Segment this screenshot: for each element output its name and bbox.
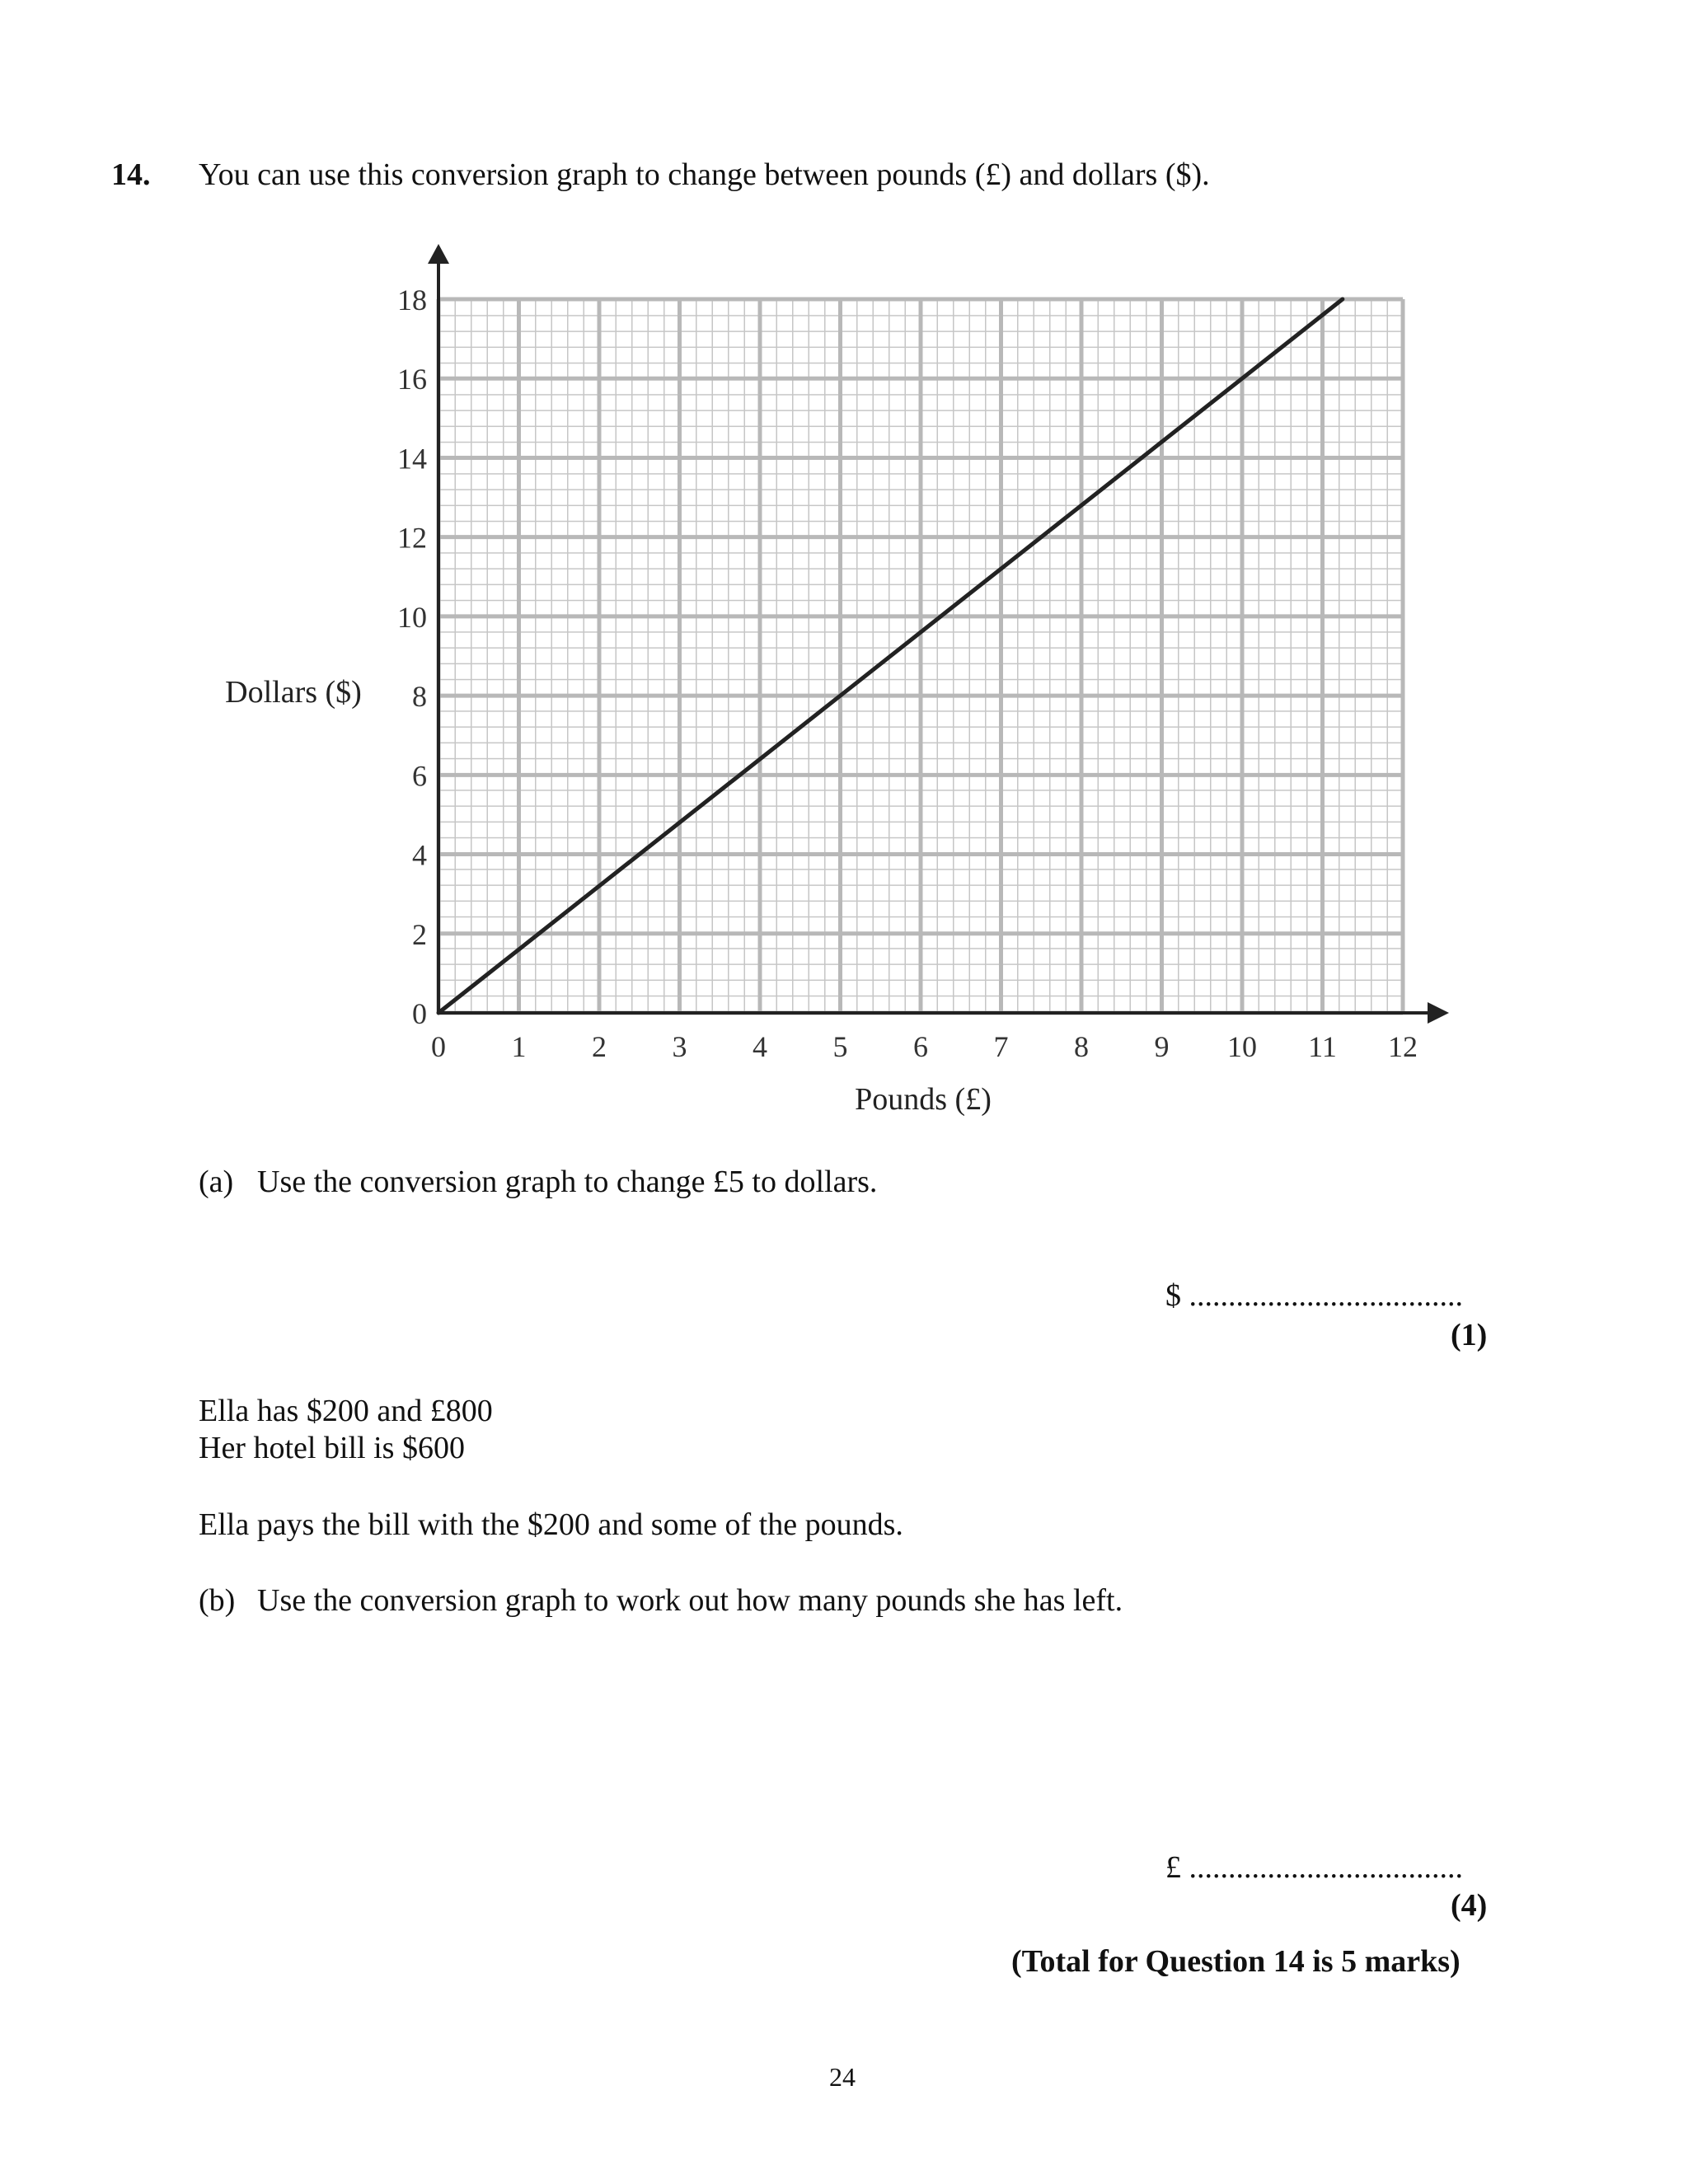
question-intro: You can use this conversion graph to change between pounds (£) and dollars ($). (199, 157, 1210, 192)
question-number: 14. (111, 157, 151, 192)
y-tick-label: 2 (412, 917, 427, 951)
y-tick-label: 10 (397, 600, 427, 634)
x-tick-label: 3 (672, 1030, 687, 1063)
x-axis-arrow (1428, 1002, 1449, 1024)
page-number: 24 (829, 2062, 856, 2092)
x-tick-label: 12 (1388, 1030, 1418, 1063)
info-line-3: Ella pays the bill with the $200 and some of the pounds. (199, 1507, 903, 1542)
answer-currency-dollar: $ (1165, 1278, 1181, 1313)
answer-dots: ................................... (1189, 1850, 1463, 1885)
x-tick-label: 8 (1074, 1030, 1089, 1063)
y-tick-label: 6 (412, 759, 427, 793)
part-b-answer-line[interactable] (1165, 1849, 1463, 1886)
y-tick-label: 8 (412, 680, 427, 714)
part-a-answer-line[interactable] (1165, 1277, 1463, 1314)
part-a-text: Use the conversion graph to change £5 to dollars. (257, 1165, 878, 1199)
answer-dots: ................................... (1189, 1278, 1463, 1313)
y-tick-label: 18 (397, 284, 427, 316)
y-tick-label: 4 (412, 838, 427, 872)
part-b-marks: (4) (1451, 1888, 1488, 1923)
x-axis-label: Pounds (£) (855, 1082, 992, 1117)
x-tick-label: 7 (993, 1030, 1009, 1063)
y-axis-arrow (428, 244, 449, 264)
answer-currency-pound: £ (1165, 1850, 1181, 1885)
x-tick-label: 9 (1154, 1030, 1170, 1063)
part-a-label: (a) (199, 1165, 234, 1199)
y-axis-label: Dollars ($) (225, 675, 362, 710)
info-line-1: Ella has $200 and £800 (199, 1394, 493, 1428)
y-tick-label: 0 (412, 997, 427, 1030)
x-tick-label: 11 (1308, 1030, 1337, 1063)
part-a-marks: (1) (1451, 1318, 1488, 1352)
y-tick-label: 14 (397, 442, 427, 476)
x-tick-label: 10 (1227, 1030, 1257, 1063)
y-tick-label: 12 (397, 521, 427, 555)
chart-grid (438, 299, 1403, 1013)
part-b-text: Use the conversion graph to work out how many pounds she has left. (257, 1583, 1123, 1618)
x-tick-label: 2 (592, 1030, 607, 1063)
x-tick-label: 1 (511, 1030, 527, 1063)
question-total: (Total for Question 14 is 5 marks) (1011, 1944, 1461, 1979)
x-tick-label: 5 (832, 1030, 848, 1063)
y-tick-label: 16 (397, 363, 427, 396)
info-line-2: Her hotel bill is $600 (199, 1431, 465, 1465)
x-tick-label: 0 (431, 1030, 446, 1063)
x-tick-label: 6 (913, 1030, 928, 1063)
part-b-label: (b) (199, 1583, 236, 1618)
x-tick-label: 4 (753, 1030, 767, 1063)
